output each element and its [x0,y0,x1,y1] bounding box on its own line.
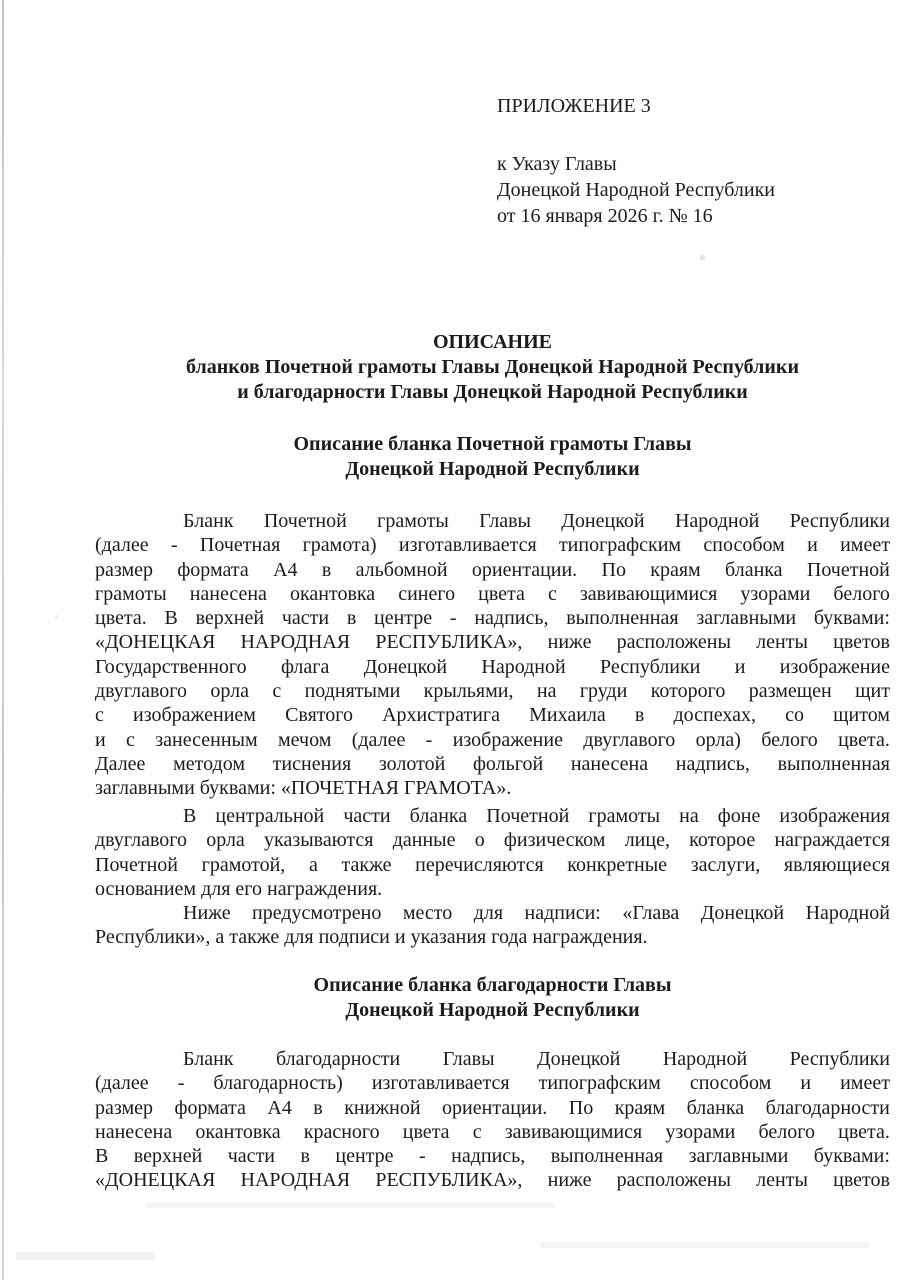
text-line: В центральной части бланка Почетной грамоты на фоне изображения [183,805,890,827]
text-line: и с занесенным мечом (далее - изображение двуглавого орла) белого цвета. [95,728,890,751]
section-heading-line: Донецкой Народной Республики [345,458,640,480]
text-line: Ниже предусмотрено место для надписи: «Глава Донецкой Народной [183,902,890,924]
scan-speck [55,615,59,619]
text-line: Далее методом тиснения золотой фольгой нанесена надпись, выполненная [95,752,890,775]
section-heading-pochetnaya-gramota [95,432,890,482]
text-line: двуглавого орла с поднятыми крыльями, на груди которого размещен щит [95,680,890,703]
text-line: с изображением Святого Архистратига Михаила в доспехах, со щитом [95,704,890,727]
paragraph [95,509,890,801]
document-title-line: бланков Почетной грамоты Главы Донецкой Народной Республики [186,356,799,378]
text-line: Почетной грамотой, а также перечисляются конкретные заслуги, являющиеся [95,853,890,876]
document-title-line: и благодарности Главы Донецкой Народной Республики [237,381,748,403]
scan-smudge [540,1242,870,1248]
appendix-label: ПРИЛОЖЕНИЕ 3 [497,95,651,117]
text-line: «ДОНЕЦКАЯ НАРОДНАЯ РЕСПУБЛИКА», ниже расположены ленты цветов [95,1169,890,1192]
text-line: размер формата А4 в альбомной ориентации. По краям бланка Почетной [95,558,890,581]
text-line: (далее - Почетная грамота) изготавливается типографским способом и имеет [95,534,890,557]
document-title-line: ОПИСАНИЕ [432,331,552,353]
text-line: (далее - благодарность) изготавливается типографским способом и имеет [95,1072,890,1095]
text-line: «ДОНЕЦКАЯ НАРОДНАЯ РЕСПУБЛИКА», ниже расположены ленты цветов [95,631,890,654]
section-heading-blagodarnost [95,973,890,1023]
text-line: В верхней части в центре - надпись, выполненная заглавными буквами: [95,1145,890,1168]
text-line: Государственного флага Донецкой Народной Республики и изображение [95,655,890,678]
section-heading-line: Описание бланка Почетной грамоты Главы [293,433,692,455]
text-line: цвета. В верхней части в центре - надпись, выполненная заглавными буквами: [95,607,890,630]
text-line: нанесена окантовка красного цвета с завивающимися узорами белого цвета. [95,1120,890,1143]
section-heading-line: Описание бланка благодарности Главы [313,974,672,996]
scan-edge-artifact [2,0,4,1280]
paragraph [95,804,890,901]
section-heading-line: Донецкой Народной Республики [345,999,640,1021]
text-line: заглавными буквами: «ПОЧЕТНАЯ ГРАМОТА». [95,777,512,800]
paragraph [95,1047,890,1193]
text-line: Республики», а также для подписи и указания года награждения. [95,926,648,949]
text-line: размер формата А4 в книжной ориентации. По краям бланка благодарности [95,1096,890,1119]
text-line: Бланк благодарности Главы Донецкой Народной Республики [183,1048,890,1070]
document-title [95,330,890,405]
text-line: двуглавого орла указываются данные о физическом лице, которое награждается [95,829,890,852]
text-line: основанием для его награждения. [95,877,383,900]
issuer-block [497,151,775,229]
paragraph [95,901,890,950]
scan-smudge [15,1252,155,1260]
issuer-line: Донецкой Народной Республики [497,179,775,201]
scan-smudge [145,1203,555,1208]
scan-speck [700,255,705,260]
text-line: Бланк Почетной грамоты Главы Донецкой Народной Республики [183,510,890,532]
issuer-line: к Указу Главы [497,153,617,175]
text-line: грамоты нанесена окантовка синего цвета с завивающимися узорами белого [95,582,890,605]
issuer-line: от 16 января 2026 г. № 16 [497,205,713,227]
